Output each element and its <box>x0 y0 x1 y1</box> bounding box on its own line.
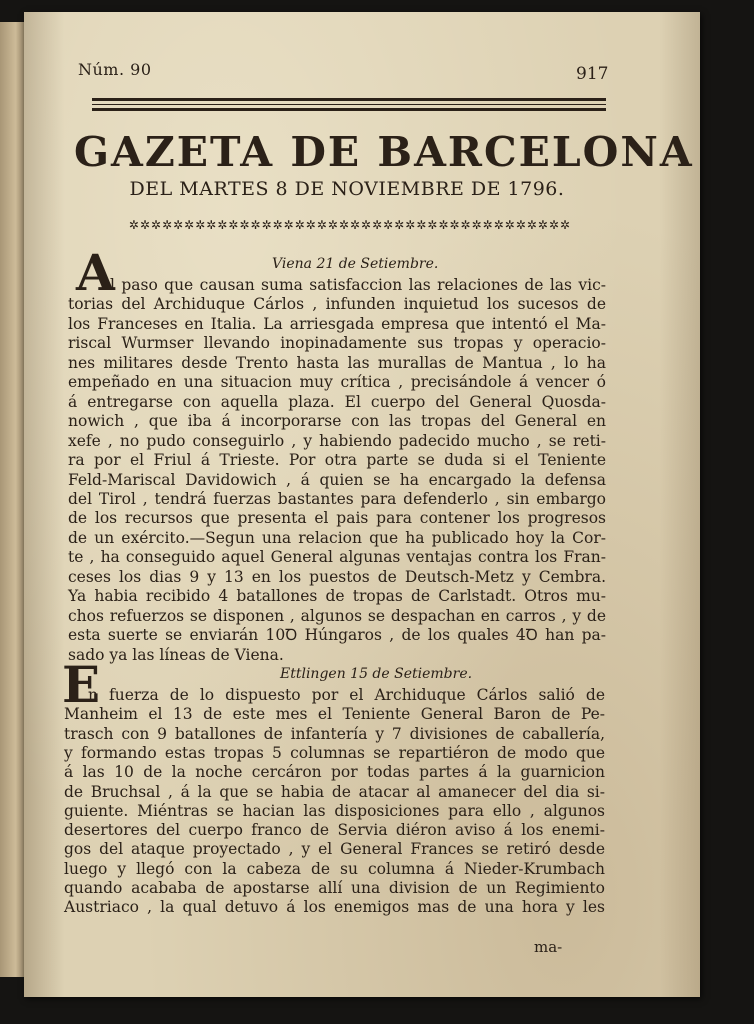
text-line: de un exército.—Segun una relacion que ha publicado hoy la Cor- <box>68 528 606 547</box>
header-rule <box>92 104 606 105</box>
text-line: trasch con 9 batallones de infantería y 7 divisiones de caballería, <box>64 724 605 743</box>
text-line: sado ya las líneas de Viena. <box>68 645 284 664</box>
text-line: chos refuerzos se disponen , algunos se despachan en carros , y de <box>68 606 606 625</box>
text-line: ra por el Friul á Trieste. Por otra parte se duda si el Teniente <box>68 451 606 470</box>
text-line: guiente. Miéntras se hacian las disposiciones para ello , algunos <box>64 801 605 820</box>
text-line: Feld-Mariscal Davidowich , á quien se ha encargado la defensa <box>68 470 606 489</box>
header-rule <box>92 98 606 101</box>
text-line: Austriaco , la qual detuvo á los enemigos mas de una hora y les <box>64 898 605 917</box>
article-dateline: Ettlingen 15 de Setiembre. <box>280 666 473 682</box>
drop-cap: E <box>62 655 101 714</box>
ornamental-divider: ✲✲✲✲✲✲✲✲✲✲✲✲✲✲✲✲✲✲✲✲✲✲✲✲✲✲✲✲✲✲✲✲✲✲✲✲✲✲✲✲ <box>128 218 572 232</box>
text-line: torias del Archiduque Cárlos , infunden inquietud los sucesos de <box>68 295 606 314</box>
text-line: ceses los dias 9 y 13 en los puestos de Deutsch-Metz y Cembra. <box>68 567 606 586</box>
text-line: los Franceses en Italia. La arriesgada empresa que intentó el Ma- <box>68 314 606 333</box>
text-line: quando acababa de apostarse allí una division de un Regimiento <box>64 879 605 897</box>
issue-date: DEL MARTES 8 DE NOVIEMBRE DE 1796. <box>129 178 565 200</box>
text-line: riscal Wurmser llevando inopinadamente sus tropas y operacio- <box>68 334 606 353</box>
text-line: Manheim el 13 de este mes el Teniente General Baron de Pe- <box>64 705 605 724</box>
text-line: gos del ataque proyectado , y el General Frances se retiró desde <box>64 840 605 859</box>
article-dateline: Viena 21 de Setiembre. <box>272 256 439 272</box>
text-line: á las 10 de la noche cercáron por todas partes á la guarnicion <box>64 763 605 782</box>
text-line: esta suerte se enviarán 10Ꝺ Húngaros , de los quales 4Ꝺ han pa- <box>68 626 606 645</box>
text-line: á entregarse con aquella plaza. El cuerpo del General Quosda- <box>68 392 606 411</box>
text-line: y formando estas tropas 5 columnas se repartiéron de modo que <box>64 743 605 762</box>
text-line: empeñado en una situacion muy crítica , precisándole á vencer ó <box>68 373 606 392</box>
text-line: Ya habia recibido 4 batallones de tropas de Carlstadt. Otros mu- <box>68 587 606 606</box>
page-number: 917 <box>576 64 609 84</box>
text-line: nes militares desde Trento hasta las murallas de Mantua , lo ha <box>68 353 606 372</box>
text-line: te , ha conseguido aquel General algunas ventajas contra los Fran- <box>68 548 606 567</box>
text-line: del Tirol , tendrá fuerzas bastantes para defenderlo , sin embargo <box>68 489 606 508</box>
header-rule <box>92 108 606 111</box>
text-line: nowich , que iba á incorporarse con las tropas del General en <box>68 412 606 431</box>
text-line: luego y llegó con la cabeza de su columna á Nieder-Krumbach <box>64 859 605 878</box>
text-line: l paso que causan suma satisfaccion las relaciones de las vic- <box>110 276 606 294</box>
drop-cap: A <box>76 243 115 302</box>
facing-page-edge <box>0 22 27 977</box>
text-line: xefe , no pudo conseguirlo , y habiendo padecido mucho , se reti- <box>68 431 606 450</box>
issue-number: Núm. 90 <box>78 60 152 79</box>
text-line: desertores del cuerpo franco de Servia diéron aviso á los enemi- <box>64 821 605 840</box>
catchword: ma- <box>534 938 563 956</box>
newspaper-page <box>24 12 700 997</box>
text-line: n fuerza de lo dispuesto por el Archiduque Cárlos salió de <box>88 686 605 704</box>
text-line: de los recursos que presenta el pais para contener los progresos <box>68 509 606 528</box>
masthead-title: GAZETA DE BARCELONA <box>74 128 694 176</box>
text-line: de Bruchsal , á la que se habia de atacar al amanecer del dia si- <box>64 782 605 801</box>
